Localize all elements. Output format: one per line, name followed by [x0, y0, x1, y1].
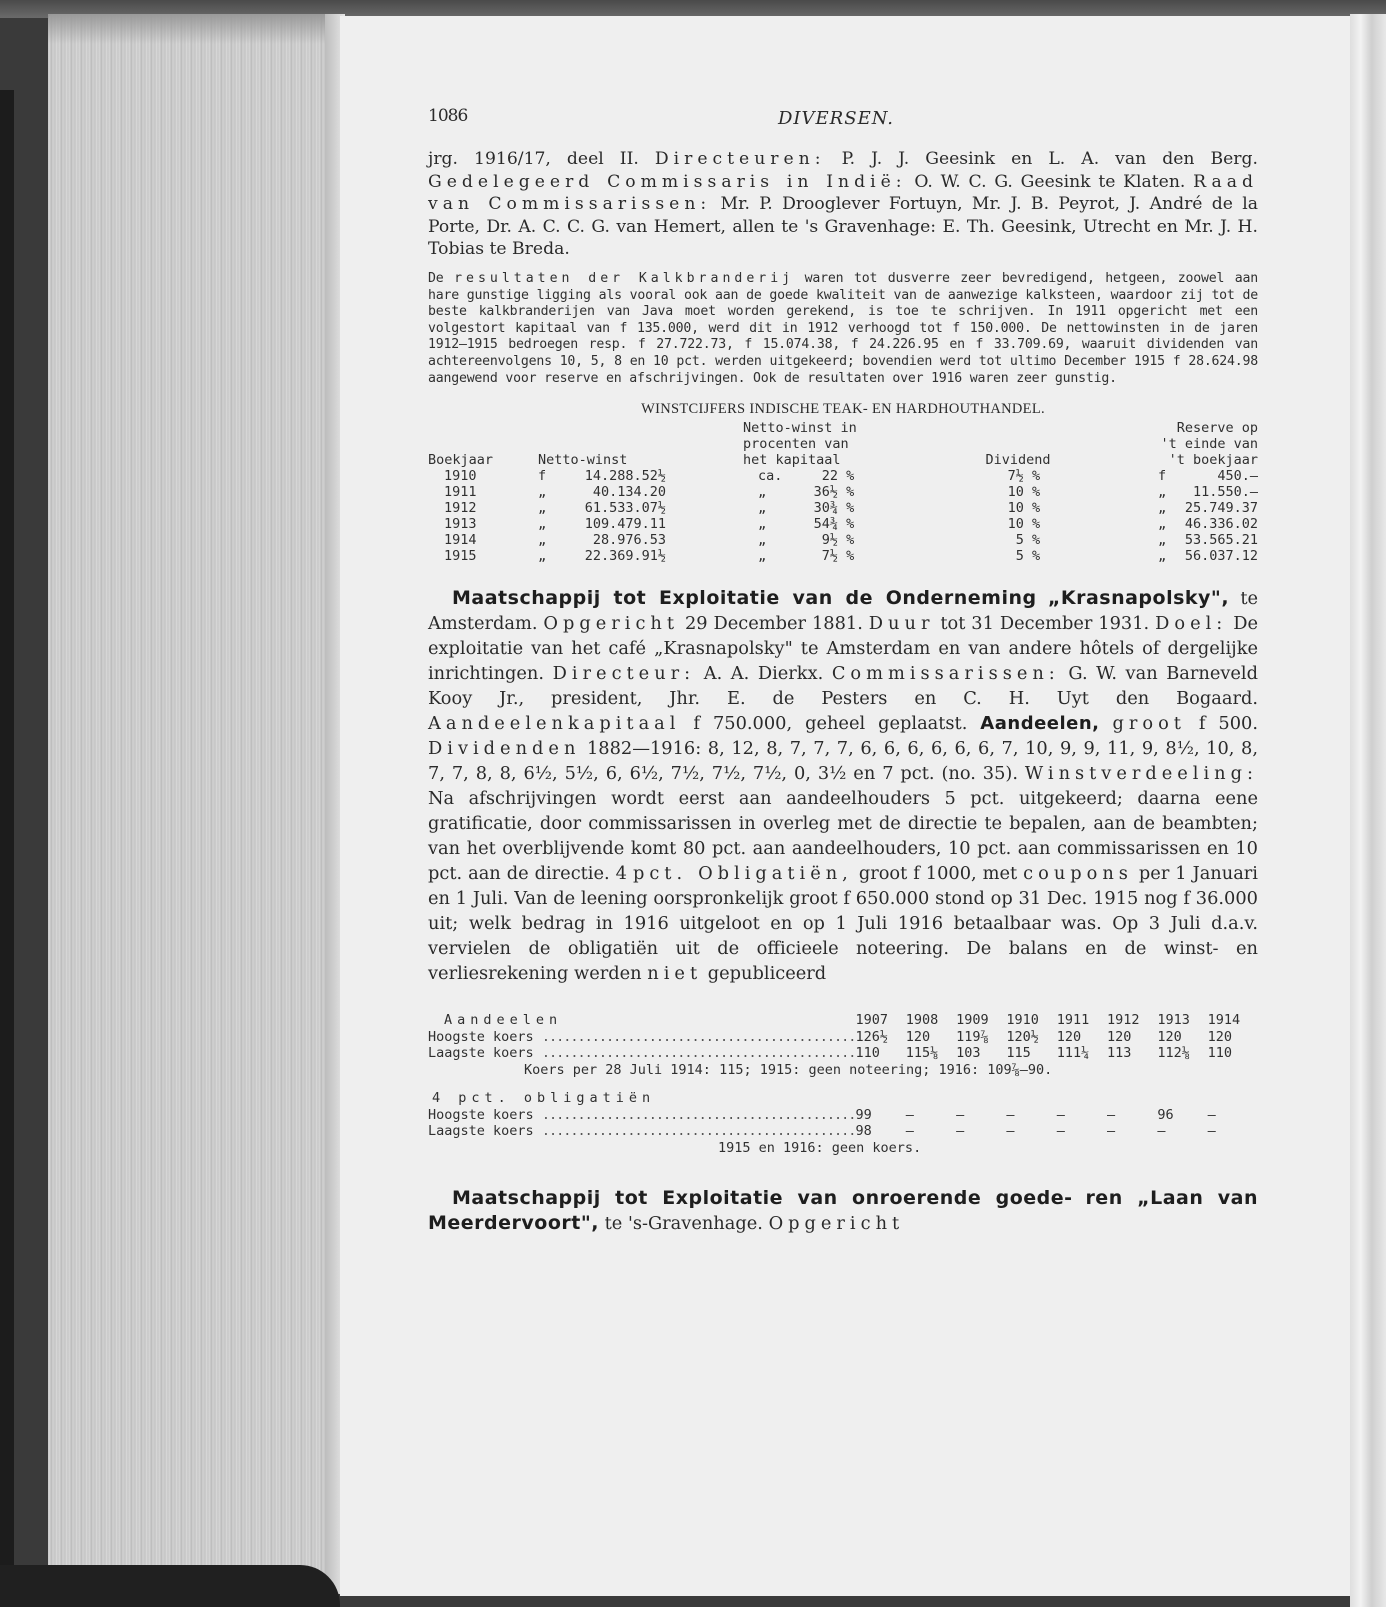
table-row: Laagste koers ............................................ 110 115⅛ 103 115 111¼ 113 112⅛ 110 — [428, 1045, 1233, 1062]
laan-heading: Maatschappij tot Exploitatie van onroerende goede- — [452, 1187, 1073, 1210]
laan-entry: Maatschappij tot Exploitatie van onroerende goede- ren „Laan van Meerdervoort", te 's-Gravenhage. Opgericht — [428, 1187, 1258, 1235]
table-row: 1911 „ 40.134.20 „ 36½ % 10 % „ 11.550.— — [444, 484, 1258, 501]
krasnapolsky-heading: Maatschappij tot Exploitatie van de Onderneming — [452, 587, 1037, 610]
kalkbranderij-label: resultaten der Kalkbranderij — [454, 270, 795, 286]
table-row: Laagste koers ............................................ 98 — — — — — — — — [428, 1123, 1216, 1140]
winst-table-title: WINSTCIJFERS INDISCHE TEAK- EN HARDHOUTHANDEL. — [641, 401, 1045, 418]
kalkbranderij-paragraph: De resultaten der Kalkbranderij waren tot dusverre zeer bevredigend, hetgeen, zoowel aan hare gunstige ligging als vooral ook aan de goede kwaliteit van de aanwezige kalksteen, waardoor zij tot de beste kalkbranderijen van Java moet worden gerekend, is toe te schrijven. In 1911 opgericht met een volgestort kapitaal van f 135.000, werd dit in 1912 verhoogd tot f 150.000. De nettowinsten in de jaren 1912—1915 bedroegen resp. f 27.722.73, f 15.074.38, f 24.226.95 en f 33.709.69, waaruit dividenden van achtereenvolgens 10, 5, 8 en 10 pct. werden uitgekeerd; bovendien werd tot ultimo December 1915 f 28.624.98 aangewend voor reserve en afschrijvingen. Ook de resultaten over 1916 waren zeer gunstig. — [428, 270, 1259, 386]
book-page-stack — [48, 14, 338, 1594]
col-profit: Netto-winst — [538, 452, 628, 469]
table-row: 1910 f 14.288.52½ ca. 22 % 7½ % f 450.— — [444, 468, 1258, 485]
table-row: 1914 „ 28.976.53 „ 9½ % 5 % „ 53.565.21 — [444, 532, 1258, 549]
krasnapolsky-entry: Maatschappij tot Exploitatie van de Onderneming „Krasnapolsky", te Amsterdam. Opgericht 29 December 1881. Duur tot 31 December 1931. Doel: De exploitatie van het café „Krasnapolsky" te Amsterdam en van andere hôtels of dergelijke inrichtingen. Directeur: A. A. Dierkx. Commissarissen: G. W. van Barneveld Kooy Jr., president, Jhr. E. de Pesters en C. H. Uyt den Bogaard. Aandeelenkapitaal f 750.000, geheel geplaatst. Aandeelen, groot f 500. Dividenden 1882—1916: 8, 12, 8, 7, 7, 7, 6, 6, 6, 6, 6, 6, 7, 10, 9, 9, 11, 9, 8½, 10, 8, 7, 7, 8, 8, 6½, 5½, 6, 6½, 7½, 7½, 7½, 0, 3½ en 7 pct. (no. 35). Winstverdeeling: Na afschrijvingen wordt eerst aan aandeelhouders 5 pct. uitgekeerd; daarna eene gratificatie, door commissarissen in overleg met de directie te bepalen, aan de beambten; van het overblijvende komt 80 pct. aan aandeelhouders, 10 pct. aan commissarissen en 10 pct. aan de directie. 4 pct. Obligatiën, groot f 1000, met coupons per 1 Januari en 1 Juli. Van de leening oorspronkelijk groot f 650.000 stond op 31 Dec. 1915 nog f 36.000 uit; welk bedrag in 1916 uitgeloot en op 1 Juli 1916 betaalbaar was. Op 3 Juli d.a.v. vervielen de obligatiën uit de officieele noteering. De balans en de winst- en verliesrekening werden niet gepubliceerd — [428, 587, 1258, 985]
winst-table-header — [428, 420, 1258, 468]
table-row: Hoogste koers ............................................ 126½ 120 119⅞ 120½ 120 120 120 120 — [428, 1028, 1233, 1045]
table-row: 1915 „ 22.369.91½ „ 7½ % 5 % „ 56.037.12 — [444, 548, 1258, 565]
gedelegeerd-label: Gedelegeerd Commissaris in Indië: — [428, 171, 907, 192]
page-content — [428, 86, 1258, 1236]
koers-note-row — [428, 1062, 1258, 1079]
background-dark-bottom — [0, 1565, 340, 1607]
col-reserve: Reserve op 't einde van 't boekjaar — [1160, 420, 1258, 469]
directors-paragraph: jrg. 1916/17, deel II. Directeuren: P. J. J. Geesink en L. A. van den Berg. Gedelegeerd Commissaris in Indië: O. W. C. G. Geesink te Klaten. Raad van Commissarissen: Mr. P. Drooglever Fortuyn, Mr. J. B. Peyrot, J. André de la Porte, Dr. A. C. C. G. van Hemert, allen te 's Gravenhage: E. Th. Geesink, Utrecht en Mr. J. H. Tobias te Breda. — [428, 149, 1258, 260]
raad-label: Raad van Commissarissen: — [428, 171, 1258, 215]
col-dividend: Dividend — [985, 452, 1051, 469]
section-title: DIVERSEN. — [778, 108, 895, 129]
col-pct: Netto-winst in procenten van het kapitaal — [743, 420, 857, 469]
bond-note-row — [428, 1140, 1258, 1157]
page-number: 1086 — [428, 106, 468, 126]
koers-years-row: Aandeelen 1907 1908 1909 1910 1911 1912 1913 1914 — [444, 1012, 1241, 1029]
laan-name: ren „Laan van Meerdervoort", — [428, 1187, 1258, 1235]
table-row: Hoogste koers ............................................ 99 — — — — — 96 — — [428, 1106, 1216, 1123]
running-head — [428, 86, 1258, 129]
table-row: 1912 „ 61.533.07½ „ 30¾ % 10 % „ 25.749.37 — [444, 500, 1258, 517]
directeuren-label: Directeuren: — [654, 149, 826, 169]
krasnapolsky-name: „Krasnapolsky", — [1047, 587, 1230, 610]
book-right-edge — [1350, 14, 1386, 1607]
table-row: 1913 „ 109.479.11 „ 54¾ % 10 % „ 46.336.02 — [444, 516, 1258, 533]
koers-note: Koers per 28 Juli 1914: 115; 1915: geen noteering; 1916: 109⅞—90. — [524, 1061, 1053, 1078]
bond-note: 1915 en 1916: geen koers. — [718, 1139, 922, 1156]
koers-table — [428, 1012, 1258, 1156]
document-page — [340, 16, 1350, 1596]
bonds-label-row — [428, 1090, 1258, 1107]
background-dark-corner — [0, 90, 14, 1607]
col-year: Boekjaar — [428, 452, 494, 469]
bonds-label: 4 pct. obligatiën — [432, 1090, 656, 1107]
winst-table — [428, 420, 1258, 564]
